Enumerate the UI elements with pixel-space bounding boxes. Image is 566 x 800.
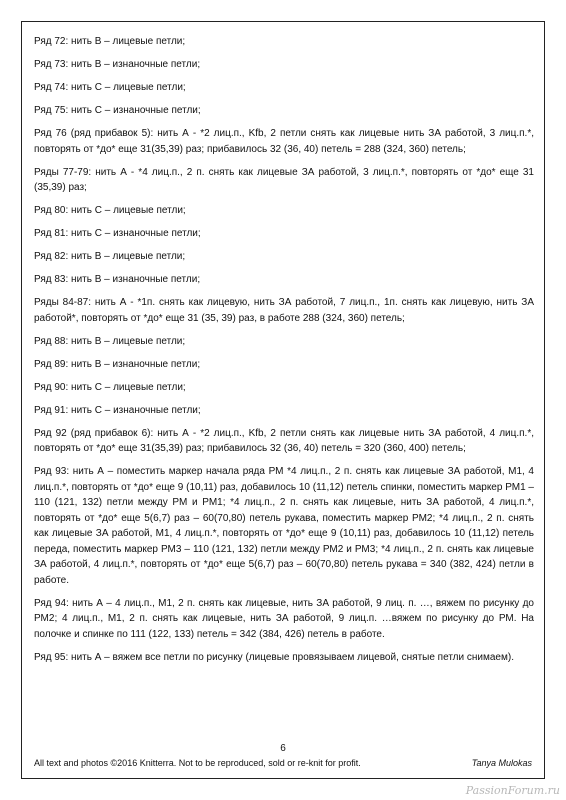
row-90: Ряд 90: нить С – лицевые петли; xyxy=(34,381,186,393)
page-frame xyxy=(21,21,545,779)
row-95: Ряд 95: нить А – вяжем все петли по рисунку (лицевые провязываем лицевой, снятые петли снимаем). xyxy=(34,651,514,663)
site-watermark: PassionForum.ru xyxy=(465,784,560,797)
footer-line xyxy=(34,758,532,768)
page-number: 6 xyxy=(280,743,286,754)
row-75: Ряд 75: нить С – изнаночные петли; xyxy=(34,105,201,116)
rows-77-79: Ряды 77-79: нить А - *4 лиц.п., 2 п. снять как лицевые ЗА работой, 3 лиц.п.*, повторять от *до* еще 31 (35,39) раз; xyxy=(34,166,534,193)
row-93: Ряд 93: нить А – поместить маркер начала ряда РМ *4 лиц.п., 2 п. снять как лицевые ЗА работой, М1, 4 лиц.п.*, повторять от *до* еще 9 (10,11) раз, добавилось 10 (11,12) петель спинки, поместить маркер РМ1 – 110 (121, 132) петли между РМ и РМ1; *4 лиц.п., 2 п. снять как лицевые, нить ЗА работой, 4 лиц.п.*, повторять от *до* еще 5(6,7) раз – 60(70,80) петель рукава, поместить маркер РМ2; *4 лиц.п., 2 п. снять как лицевые ЗА работой, М1, 4 лиц.п.*, повторять от *до* еще 9 (10,11) раз, добавилось 10 (11,12) петель переда, поместить маркер РМ3 – 110 (121, 132) петли между РМ2 и РМ3; *4 лиц.п., 2 п. снять как лицевые ЗА работой, 4 лиц.п.*, повторять от *до* еще 5(6,7) раз – 60(70,80) петель рукава = 340 (382, 424) петли в работе. xyxy=(34,466,534,586)
pattern-text xyxy=(34,34,534,673)
row-73: Ряд 73: нить В – изнаночные петли; xyxy=(34,59,201,70)
row-92: Ряд 92 (ряд прибавок 6): нить А - *2 лиц.п., Kfb, 2 петли снять как лицевые нить ЗА работой, 4 лиц.п.*, повторять от *до* еще 31(35,39) раз; прибавилось 32 (36, 40) петель = 320 (360, 400) петель; xyxy=(34,427,534,454)
row-88: Ряд 88: нить В – лицевые петли; xyxy=(34,335,186,347)
row-81: Ряд 81: нить С – изнаночные петли; xyxy=(34,228,201,239)
author-name: Tanya Mulokas xyxy=(471,758,532,768)
copyright-notice: All text and photos ©2016 Knitterra. Not to be reproduced, sold or re-knit for profit. xyxy=(34,758,361,768)
row-74: Ряд 74: нить С – лицевые петли; xyxy=(34,82,186,93)
rows-84-87: Ряды 84-87: нить А - *1п. снять как лицевую, нить ЗА работой, 7 лиц.п., 1п. снять как лицевую, нить ЗА работой*, повторять от *до* еще 31 (35, 39) раз, в работе 288 (324, 360) петель; xyxy=(34,297,534,324)
row-72: Ряд 72: нить В – лицевые петли; xyxy=(34,36,186,47)
row-82: Ряд 82: нить В – лицевые петли; xyxy=(34,251,186,262)
row-76: Ряд 76 (ряд прибавок 5): нить А - *2 лиц.п., Kfb, 2 петли снять как лицевые нить ЗА работой, 3 лиц.п.*, повторять от *до* еще 31(35,39) раз; прибавилось 32 (36, 40) петель = 288 (324, 360) петель; xyxy=(34,128,534,155)
row-94: Ряд 94: нить А – 4 лиц.п., М1, 2 п. снять как лицевые, нить ЗА работой, 9 лиц. п. …, вяжем по рисунку до РМ2; 4 лиц.п., М1, 2 п. снять как лицевые, нить ЗА работой, 9 лиц.п. …вяжем по рисунку до РМ. На полочке и спинке по 111 (122, 133) петель = 342 (384, 426) петель в работе. xyxy=(34,597,534,640)
row-83: Ряд 83: нить В – изнаночные петли; xyxy=(34,274,201,285)
row-89: Ряд 89: нить В – изнаночные петли; xyxy=(34,358,201,370)
row-80: Ряд 80: нить С – лицевые петли; xyxy=(34,205,186,216)
page-footer xyxy=(34,743,532,768)
row-91: Ряд 91: нить С – изнаночные петли; xyxy=(34,404,201,416)
